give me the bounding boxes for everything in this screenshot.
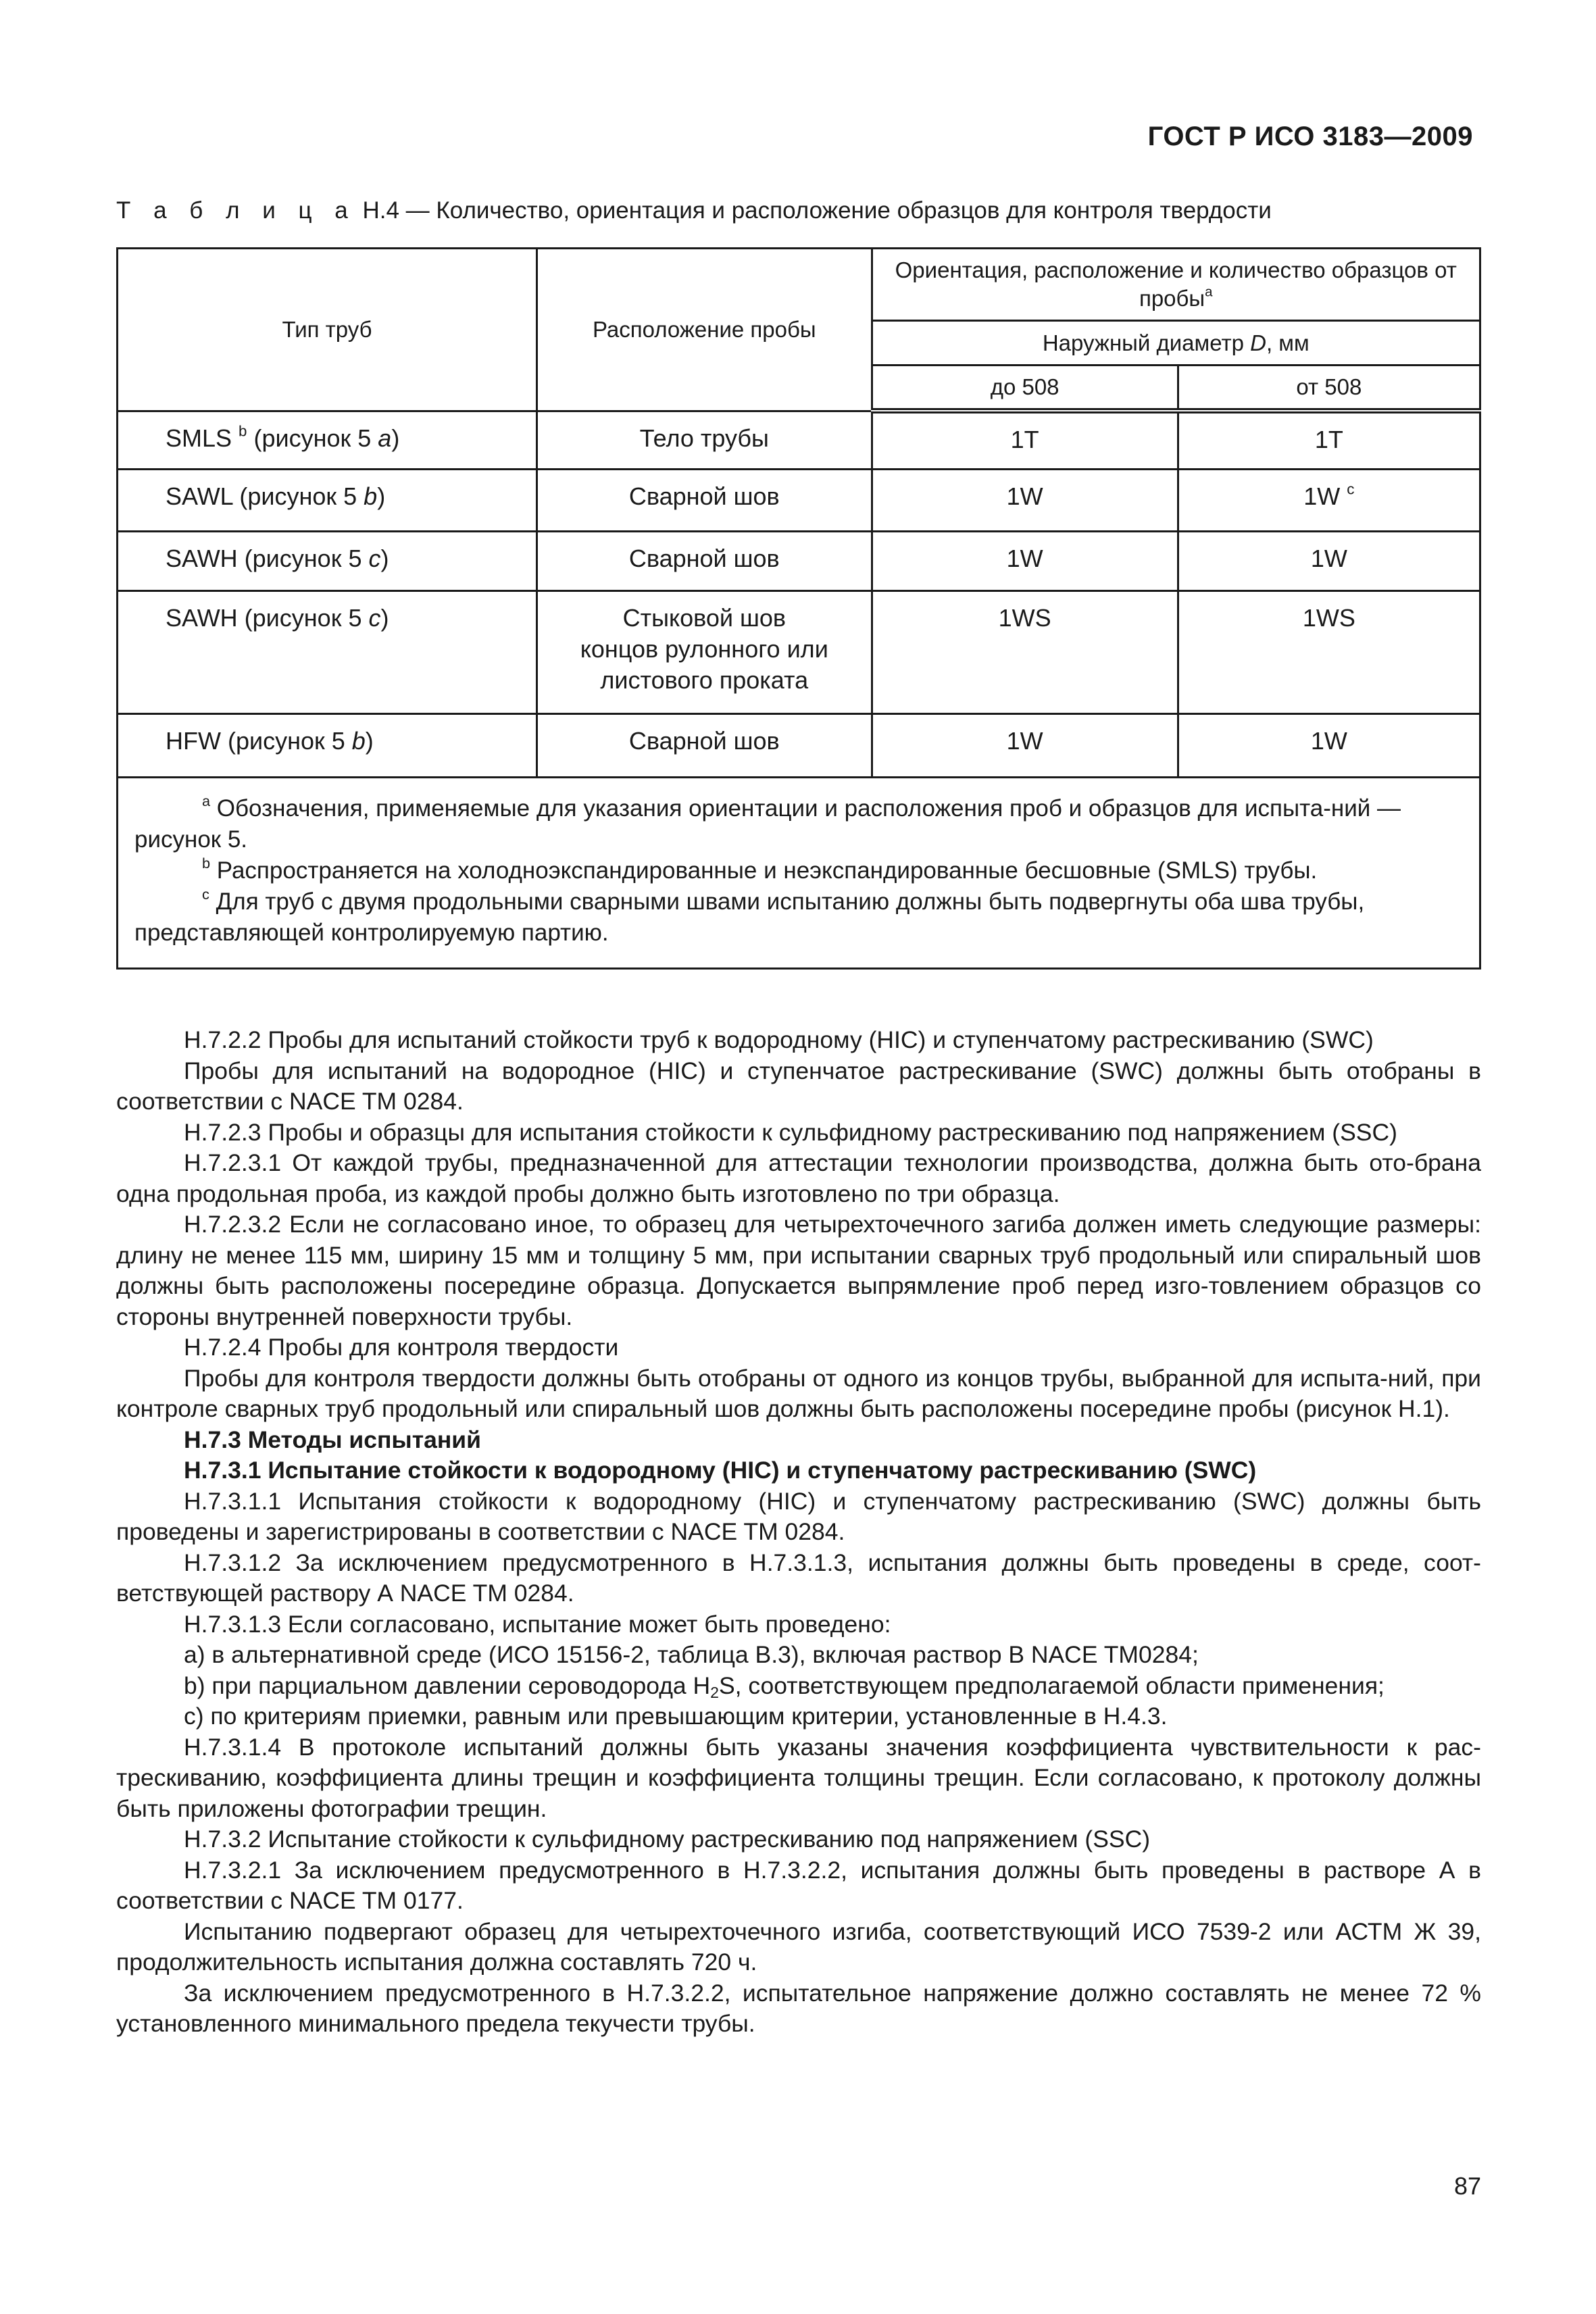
cell-pipe-type [118,411,537,469]
cell-pipe-type [118,590,537,713]
paragraph: Н.7.2.3 Пробы и образцы для испытания стойкости к сульфидному растрескиванию под напряжением (SSC) [184,1118,1397,1146]
table-note [134,855,1463,886]
header-pipe-type: Тип труб [118,249,537,411]
header-orientation-note: a [1205,284,1213,300]
cell-upto-508: 1W [872,531,1178,590]
section-heading: Н.7.3.1 Испытание стойкости к водородному (HIC) и ступенчатому растрескиванию (SWC) [184,1457,1257,1484]
table-note [134,886,1463,949]
cell-type-text: ) [391,424,400,452]
list-item: а) в альтернативной среде (ИСО 15156-2, таблица В.3), включая раствор В NACE TM0284; [184,1641,1199,1668]
page-number: 87 [1453,2172,1481,2200]
cell-location: Тело трубы [537,411,872,469]
list-item-subscript: 2 [710,1683,719,1701]
table-note-text: Для труб с двумя продольными сварными швами испытанию должны быть подвергнуты оба шва трубы, представляющей контролируемую партию. [134,888,1365,946]
cell-from-508: 1WS [1178,590,1480,713]
header-diameter-var: D [1250,330,1266,355]
paragraph: Н.7.3.2 Испытание стойкости к сульфидному растрескиванию под напряжением (SSC) [184,1826,1151,1853]
paragraph: Н.7.3.1.1 Испытания стойкости к водородному (HIC) и ступенчатому растрескиванию (SWC) должны быть проведены и зарегистрированы в соответствии с NACE TM 0284. [116,1487,1481,1545]
table-caption-prefix: Т а б л и ц а [116,197,356,224]
list-item-text: b) при парциальном давлении сероводорода H [184,1671,711,1699]
standard-number: ГОСТ Р ИСО 3183—2009 [1147,122,1473,151]
cell-type-text: SAWH (рисунок 5 [166,603,369,632]
cell-from-508: 1W [1178,713,1480,777]
paragraph: Пробы для контроля твердости должны быть отобраны от одного из концов трубы, выбранной для испыта-ний, при контроле сварных труб продольный или спиральный шов должны быть расположены посередине пробы (рисунок Н.1). [116,1364,1481,1422]
cell-type-text: ) [365,726,374,755]
cell-type-text: ) [377,482,386,510]
cell-type-text: ) [380,544,389,572]
table-row [118,411,1480,469]
cell-type-figure-letter: c [368,603,381,632]
paragraph: Н.7.2.3.2 Если не согласовано иное, то образец для четырехточечного загиба должен иметь следующие размеры: длину не менее 115 мм, ширину 15 мм и толщину 5 мм, при испытании сварных труб продольный или спиральный шов должны быть расположены посередине образца. Допускается выпрямление проб перед изго-товлением образцов со стороны внутренней поверхности трубы. [116,1211,1481,1330]
cell-pipe-type [118,469,537,531]
paragraph: Испытанию подвергают образец для четырехточечного изгиба, соответствующий ИСО 7539-2 или АСТМ Ж 39, продолжительность испытания должна составлять 720 ч. [116,1917,1481,1976]
cell-from-508 [1178,469,1480,531]
table-caption-text: Н.4 — Количество, ориентация и расположение образцов для контроля твердости [355,197,1272,224]
cell-type-note: b [239,422,247,439]
cell-type-text: SMLS [166,424,239,452]
paragraph: Н.7.3.2.1 За исключением предусмотренного в Н.7.3.2.2, испытания должны быть проведены в растворе А в соответствии с NACE TM 0177. [116,1856,1481,1914]
paragraph: Н.7.2.4 Пробы для контроля твердости [184,1334,619,1361]
table-note-text: Распространяется на холодноэкспандированные и неэкспандированные бесшовные (SMLS) трубы. [210,857,1318,884]
header-upto-508: до 508 [872,366,1178,411]
table-note-mark: a [202,792,211,809]
table-row [118,531,1480,590]
cell-type-figure-letter: a [378,424,392,452]
cell-location: Сварной шов [537,531,872,590]
header-orientation-text: Ориентация, расположение и количество образцов от пробы [895,257,1457,311]
paragraph: Н.7.2.3.1 От каждой трубы, предназначенной для аттестации технологии производства, должна быть ото-брана одна продольная проба, из каждой пробы должно быть изготовлено по три образца. [116,1149,1481,1207]
cell-type-text: HFW (рисунок 5 [166,726,352,755]
body-text [116,1025,1481,2040]
cell-type-figure-letter: b [364,482,378,510]
paragraph: Н.7.2.2 Пробы для испытаний стойкости труб к водородному (HIC) и ступенчатому растрескиванию (SWC) [184,1026,1374,1053]
cell-location [537,590,872,713]
table-header-row [118,249,1480,321]
cell-pipe-type [118,713,537,777]
header-orientation [872,249,1480,321]
cell-upto-508: 1W [872,713,1178,777]
cell-type-text: SAWH (рисунок 5 [166,544,369,572]
table-note [134,793,1463,855]
cell-location: Сварной шов [537,469,872,531]
section-heading: Н.7.3 Методы испытаний [184,1426,481,1453]
cell-from-508: 1W [1178,531,1480,590]
cell-from-note: c [1347,480,1355,497]
table-row [118,590,1480,713]
list-item: с) по критериям приемки, равным или превышающим критерии, установленные в Н.4.3. [184,1703,1168,1730]
cell-type-figure-letter: b [351,726,366,755]
table-note-text: Обозначения, применяемые для указания ориентации и расположения проб и образцов для испыта-ний — рисунок 5. [134,795,1401,853]
paragraph: За исключением предусмотренного в Н.7.3.2.2, испытательное напряжение должно составлять не менее 72 % установленного минимального предела текучести трубы. [116,1979,1481,2037]
table-row [118,713,1480,777]
cell-type-text: (рисунок 5 [247,424,378,452]
header-diameter-prefix: Наружный диаметр [1042,330,1251,355]
cell-from-508: 1T [1178,411,1480,469]
list-item [116,1671,1481,1702]
cell-type-figure-letter: c [368,544,381,572]
cell-location-line: листового проката [600,665,809,694]
table-notes [118,777,1480,968]
cell-location-line: концов рулонного или [580,634,828,663]
table-note-mark: b [202,854,211,872]
paragraph: Пробы для испытаний на водородное (HIC) и ступенчатое растрескивание (SWC) должны быть отобраны в соответствии с NACE TM 0284. [116,1057,1481,1115]
cell-upto-508: 1T [872,411,1178,469]
paragraph: Н.7.3.1.2 За исключением предусмотренного в Н.7.3.1.3, испытания должны быть проведены в среде, соот-ветствующей раствору А NACE TM 0284. [116,1549,1481,1607]
cell-type-text: ) [380,603,389,632]
header-location: Расположение пробы [537,249,872,411]
paragraph: Н.7.3.1.4 В протоколе испытаний должны быть указаны значения коэффициента чувствительности к рас-трескиванию, коэффициента длины трещин и коэффициента толщины трещин. Если согласовано, к протоколу должны быть приложены фотографии трещин. [116,1733,1481,1822]
header-diameter [872,321,1480,366]
cell-upto-508: 1WS [872,590,1178,713]
hardness-specimens-table [116,247,1481,970]
cell-pipe-type [118,531,537,590]
paragraph: Н.7.3.1.3 Если согласовано, испытание может быть проведено: [184,1610,891,1638]
cell-location: Сварной шов [537,713,872,777]
cell-from-text: 1W [1303,482,1347,510]
list-item-text: S, соответствующем предполагаемой области применения; [718,1671,1385,1699]
cell-type-text: SAWL (рисунок 5 [166,482,364,510]
table-caption [116,197,1272,224]
header-from-508: от 508 [1178,366,1480,411]
table-row [118,469,1480,531]
cell-location-line: Стыковой шов [622,603,786,632]
cell-upto-508: 1W [872,469,1178,531]
header-diameter-suffix: , мм [1266,330,1310,355]
table-note-mark: c [202,885,209,903]
table-notes-row [118,777,1480,968]
